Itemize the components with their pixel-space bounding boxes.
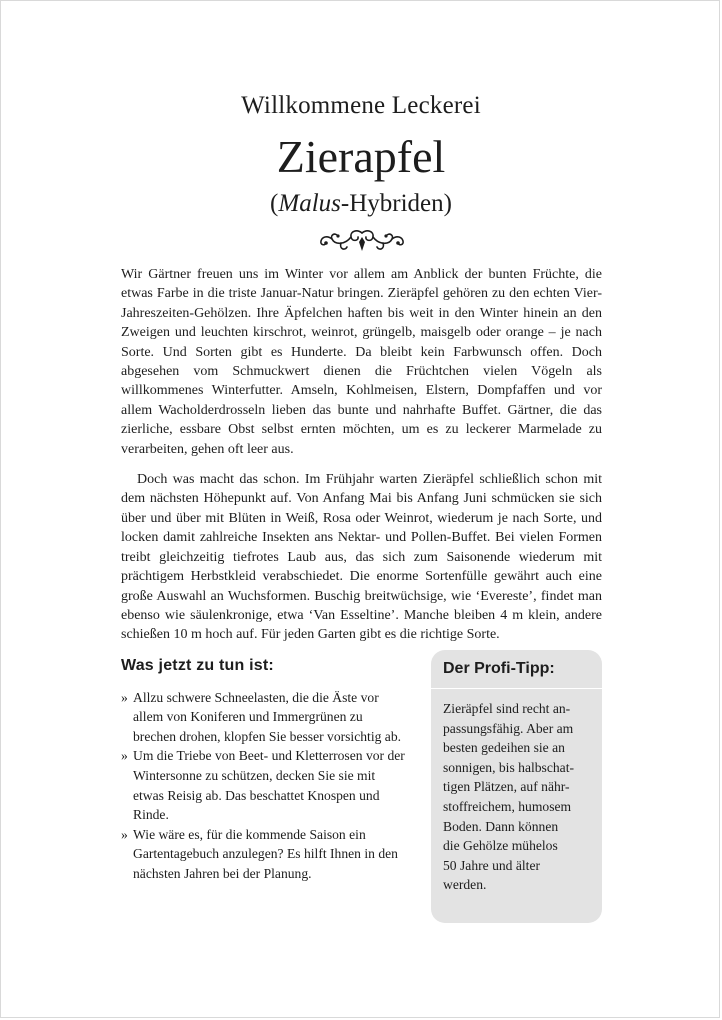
tip-line: stoffreichem, humosem [443,798,572,814]
tip-line: die Gehölze mühelos [443,838,558,854]
page-title: Zierapfel [276,131,446,182]
subtitle-rest: -Hybriden) [340,190,452,217]
tip-divider [431,688,602,689]
todo-heading: Was jetzt zu tun ist: [121,657,274,674]
tip-line: Zieräpfel sind recht an- [443,701,571,716]
body-paragraph: Doch was macht das schon. Im Frühjahr warten Zieräpfel schließlich schon mit dem nächsten Höhepunkt auf. Von Anfang Mai bis Anfang Juni schmücken sie sich über und über mit Blüten in Weiß, Rosa oder Weinrot, wiederum je nach Sorte, und locken damit zahlreiche Insekten ans Nektar- und Pollen-Buffet. Bei vielen Formen treibt gleichzeitig tiefrotes Laub aus, das sich zum Saisonende wiederum mit prächtigem Herbstkleid verabschiedet. Die enorme Sortenfülle gewährt auch eine große Auswahl an Wuchsformen. Buschig breitwüchsige, wie ‘Evereste’, findet man ebenso wie säulenkronige, etwa ‘Van Esseltine’. Manche bleiben 4 m klein, andere schießen 10 m hoch auf. Für jeden Garten gibt es die richtige Sorte. [121,472,602,643]
todo-item-text: Allzu schwere Schneelasten, die die Äste vor allem von Koniferen und Immergrünen zu brechen drohen, klopfen Sie besser vorsichtig ab. [133,689,402,744]
bullet-mark: » [121,748,128,764]
todo-item [121,746,406,824]
tip-line: sonnigen, bis halbschat- [443,759,575,775]
tip-heading: Der Profi-Tipp: [443,660,555,677]
tip-line: Boden. Dann können [443,818,559,834]
article-body [121,265,602,645]
tip-line: 50 Jahre und älter [443,857,541,873]
tip-line: passungsfähig. Aber am [443,720,574,736]
tip-line: besten gedeihen sie an [443,740,565,756]
subtitle-genus: Malus [278,190,341,217]
todo-list [121,688,406,884]
todo-item [121,825,406,884]
tip-line: werden. [443,877,487,893]
bullet-mark: » [121,689,128,705]
page-kicker: Willkommene Leckerei [241,92,481,119]
page-subtitle [1,188,721,220]
tip-line: tigen Plätzen, auf nähr- [443,779,570,795]
todo-item-text: Wie wäre es, für die kommende Saison ein Gartentagebuch anzulegen? Es hilft Ihnen in den nächsten Jahren bei der Planung. [133,826,398,881]
flourish-ornament-icon [317,227,407,253]
profi-tip-box [431,650,602,923]
todo-item-text: Um die Triebe von Beet- und Kletterrosen vor der Wintersonne zu schützen, decken Sie sie mit etwas Reisig ab. Das beschattet Knospen und Rinde. [133,748,405,823]
body-paragraph: Wir Gärtner freuen uns im Winter vor allem am Anblick der bunten Früchte, die etwas Farbe in die triste Januar-Natur bringen. Zieräpfel gehören zu den echten Vier-Jahreszeiten-Gehölzen. Ihre Äpfelchen haften bis weit in den Winter hinein an den Zweigen und leuchten kirschrot, weinrot, grüngelb, maisgelb oder orange – je nach Sorte. Und Sorten gibt es Hunderte. Da bleibt kein Farbwunsch offen. Doch abgesehen vom Schmuckwert dienen die Früchtchen vielen Vögeln als willkommenes Winterfutter. Amseln, Kohlmeisen, Elstern, Dompfaffen und vor allem Wacholderdrosseln lieben das bunte und nahrhafte Buffet. Gärtner, die das zierliche, essbare Obst selbst ernten möchten, um es zu leckerer Marmelade zu verarbeiten, gehen oft leer aus. [121,267,602,457]
subtitle-open: ( [270,190,279,217]
tip-text [443,699,592,895]
bullet-mark: » [121,826,128,842]
todo-section [121,656,406,884]
todo-item [121,688,406,747]
